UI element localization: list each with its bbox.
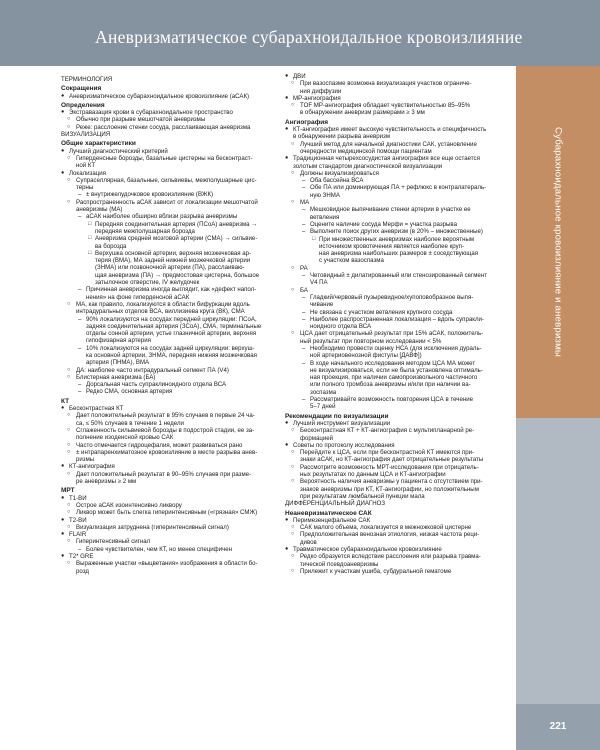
- list-item: нения» на фоне гиперденсной аСАК: [86, 293, 190, 301]
- page-title: Аневризматическое субарахноидальное кровоизлияние: [95, 27, 523, 47]
- list-item: ● T2* GRE: [61, 553, 287, 560]
- list-item: тической псевдоаневризмы: [300, 560, 379, 568]
- list-item: – Гладкий/червовый пузыревидное/хупоповобразное выпя-: [285, 294, 511, 301]
- list-item: – аСАК наиболее обширно вблизи разрыва аневризмы: [61, 213, 287, 220]
- list-item: интрадуральных отделов ВСА, виллизиева круга (ВК), СМА: [76, 308, 245, 316]
- list-item: ● КТ-ангиография имеет высокую чувствительность и специфичность: [285, 126, 511, 133]
- list-item: – Более чувствителен, чем КТ, но менее специфичен: [61, 546, 287, 553]
- list-item: ● Советы по протоколу исследования: [285, 442, 511, 449]
- list-item: – Оба бассейна ВСА: [285, 177, 511, 184]
- list-item: – Наиболее распространенная локализация – вдоль супракли-: [285, 316, 511, 323]
- list-item: ○ Рассмотрите возможность МРТ-исследования при отрицатель-: [285, 464, 511, 471]
- list-item: ную ЗНМА: [310, 191, 340, 199]
- list-item: ○ МА, как правило, локализуются в области бифуркации вдоль: [61, 301, 287, 308]
- subheading: Рекомендации по визуализации: [285, 412, 389, 420]
- list-item: при результатам люмбальной пункции мала: [300, 492, 425, 500]
- list-item: ○ Прилежит к участкам ушиба, субдуральной гематоме: [285, 568, 511, 575]
- list-item: – ± внутрижелудочковое кровоизлияние (ВЖК): [61, 191, 287, 198]
- list-item: ○ При вазоспазме возможна визуализация участков ограниче-: [285, 80, 511, 87]
- list-item: ○ Ликвор может быть слегка гиперинтенсивным («грязная» СМЖ): [61, 509, 287, 516]
- list-item: в обнаружении аневризм размерами ≥ 3 мм: [300, 109, 425, 117]
- list-item: ● МР-ангиография: [285, 95, 511, 102]
- list-item: ○ TOF МР-ангиография обладает чувствительностью 85–95%: [285, 102, 511, 109]
- list-item: ○ Визуализация затруднена (гиперинтенсивный сигнал): [61, 524, 287, 531]
- list-item: ○ ДА: наиболее часто интрадуральный сегмент ПА (V4): [61, 367, 287, 374]
- list-item: □ Аневризма средней мозговой артерии (СМА) → сильвие-: [61, 235, 287, 242]
- list-item: (ЗНМА) или позвоночной артерии (ПА), расслаиваю-: [95, 264, 245, 272]
- list-item: знаков аневризмы при КТ, КТ-ангиографии, но положительным: [300, 485, 479, 493]
- list-item: ка основной артерии, ЗНМА, передняя нижняя мозжечковая: [86, 351, 257, 359]
- list-item: ● КТ-ангиография: [61, 463, 287, 470]
- list-item: ноидного отдела ВСА: [310, 323, 372, 331]
- list-item: ● Экстравазация крови в субарахноидальное пространство: [61, 109, 287, 116]
- list-item: чивание: [310, 301, 334, 309]
- list-item: ● Традиционная четырехсосудистая ангиография все еще остается: [285, 155, 511, 162]
- subheading: КТ: [61, 397, 70, 405]
- right-text-column: [285, 73, 511, 575]
- list-item: ○ Реже: расслоение стенки сосуда, расслаивающая аневризма: [61, 124, 287, 131]
- list-item: ○ Дает положительный результат в 90–95% случаев при разме-: [61, 471, 287, 478]
- list-item: – Причинная аневризма иногда выглядит, как «дефект напол-: [61, 286, 287, 293]
- list-item: ○ Перейдите к ЦСА, если при бесконтрастной КТ имеются при-: [285, 449, 511, 456]
- subheading: Сокращения: [61, 85, 102, 93]
- subheading: Общие характеристики: [61, 140, 136, 148]
- list-item: – Рассматривайте возможность повторения ЦСА в течение: [285, 396, 511, 403]
- list-item: ○ БА: [285, 287, 511, 294]
- list-item: ○ РА: [285, 265, 511, 272]
- page-number: 221: [516, 704, 600, 750]
- list-item: – Редко СМА, основная артерия: [61, 388, 287, 395]
- list-item: ре аневризмы ≥ 2 мм: [76, 478, 137, 486]
- list-item: ● Перимезенцефальное САК: [285, 517, 511, 524]
- list-item: ветвления: [310, 213, 340, 221]
- list-item: ○ Дает положительный результат в 95% случаев в первые 24 ча-: [61, 412, 287, 419]
- list-item: ○ Супраселлярная, базальные, сильвиевы, межполушарные цис-: [61, 177, 287, 184]
- list-item: ○ Сглаженность сильвиевой борозды в подострой стадии, ее за-: [61, 427, 287, 434]
- list-item: ● Лучший инструмент визуализации: [285, 420, 511, 427]
- list-item: – 10% локализуются на сосудах задней циркуляции: верхуш-: [61, 345, 287, 352]
- list-item: не визуализироваться, если не была установлена оптималь-: [310, 366, 483, 374]
- list-item: – Оцените наличие сосуда Мерфи = участка разрыва: [285, 221, 511, 228]
- list-item: затылочное отверстие, IV желудочек: [95, 279, 200, 287]
- page-header: [0, 0, 600, 66]
- list-item: V4 ПА: [310, 279, 328, 287]
- list-item: розд: [76, 567, 89, 575]
- list-item: ○ Предположительная венозная этиология, низкая частота реци-: [285, 531, 511, 538]
- list-item: ● Бесконтрастная КТ: [61, 405, 287, 412]
- list-item: ная проекция, при наличии самопроизвольного частичного: [310, 374, 478, 382]
- list-item: ○ Вероятность наличия аневризмы у пациента с отсутствием при-: [285, 478, 511, 485]
- list-item: са, ≤ 50% случаев в течение 1 недели: [76, 419, 184, 427]
- list-item: ○ Бесконтрастная КТ + КТ-ангиография с мультипланарной ре-: [285, 427, 511, 434]
- list-item: ДИФФЕРЕНЦИАЛЬНЫЙ ДИАГНОЗ: [285, 500, 386, 508]
- list-item: гипофизарная артерия: [86, 337, 151, 345]
- list-item: ○ Обычно при разрыве мешотчатой аневризмы: [61, 116, 287, 123]
- list-item: ○ Блистерная аневризма (БА): [61, 374, 287, 381]
- list-item: ○ Лучший метод для начальной диагностики САК, установление: [285, 141, 511, 148]
- list-item: □ Передняя соединительная артерия (ПСоА) аневризма →: [61, 221, 287, 228]
- list-item: ● Травматическое субарахноидальное кровоизлияние: [285, 546, 511, 553]
- list-item: очередности медицинской помощи пациентам: [300, 147, 432, 155]
- list-item: ● Лучший диагностический критерий: [61, 148, 287, 155]
- list-item: ○ САК малого объема, локализуется в межножковой цистерне: [285, 524, 511, 531]
- list-item: ○ Гиперденсные борозды, базальные цистерны на бесконтраст-: [61, 155, 287, 162]
- list-item: терны: [76, 184, 94, 192]
- list-item: – В ходе начального исследования методом ЦСА МА может: [285, 360, 511, 367]
- list-item: ● FLAIR: [61, 531, 287, 538]
- list-item: – Мешковидное выпячивание стенки артерии в участке ее: [285, 206, 511, 213]
- list-item: ной артериовенозной фистулы [ДАВФ]): [310, 352, 422, 360]
- list-item: ВИЗУАЛИЗАЦИЯ: [61, 131, 111, 139]
- list-item: ○ Острое аСАК изоинтенсивно ликвору: [61, 502, 287, 509]
- list-item: – 90% локализуются на сосудах передней циркуляции: ПСоА,: [61, 316, 287, 323]
- list-item: ва борозда: [95, 242, 127, 250]
- list-item: ○ ± интрапаренхиматозное кровоизлияние в месте разрыва анев-: [61, 449, 287, 456]
- list-item: – Четовидный ± дилатированный или стенозированный сегмент: [285, 272, 511, 279]
- list-item: ния диффузии: [300, 87, 342, 95]
- list-item: ○ ЦСА дает отрицательный результат при 15% аСАК, положитель-: [285, 330, 511, 337]
- list-item: □ Верхушка основной артерии, верхняя мозжечковая ар-: [61, 250, 287, 257]
- list-item: ○ Распространенность аСАК зависит от локализации мешотчатой: [61, 199, 287, 206]
- list-item: – Не связана с участком ветвления крупного сосуда: [285, 309, 511, 316]
- chapter-tab-label: Субарахноидальное кровоизлияние и аневризмы: [552, 127, 564, 357]
- list-item: ● T1-ВИ: [61, 495, 287, 502]
- list-item: – Необходимо провести оценку НСА (для исключения дураль-: [285, 345, 511, 352]
- list-item: – Дорсальная часть супраклиноидного отдела ВСА: [61, 381, 287, 388]
- subheading: МРТ: [61, 487, 75, 495]
- list-item: – Обе ПА или доминирующая ПА + рефлюкс в контралатераль-: [285, 184, 511, 191]
- list-item: полнение изоденсной кровью САК: [76, 434, 174, 442]
- list-item: дивов: [300, 538, 317, 546]
- list-item: ● ДВИ: [285, 73, 511, 80]
- list-item: □ При множественных аневризмах наиболее вероятным: [285, 236, 511, 243]
- list-item: ризмы: [76, 456, 95, 464]
- list-item: ● Аневризматическое субарахноидальное кровоизлияние (аСАК): [61, 93, 287, 100]
- subheading: Определения: [61, 101, 105, 109]
- list-item: ○ Выраженные участки «выцветания» изображения в области бо-: [61, 560, 287, 567]
- list-item: или полного тромбоза аневризмы и/или при наличии ва-: [310, 381, 471, 389]
- list-item: 5–7 дней: [310, 403, 336, 411]
- list-item: передняя межполушарная борозда: [95, 227, 195, 235]
- left-text-column: [61, 76, 287, 575]
- list-item: зоспазма: [310, 388, 337, 396]
- list-item: в обнаружении разрыва аневризм: [293, 133, 391, 141]
- list-item: аневризмы (МА): [76, 206, 123, 214]
- list-item: отделы сонной артерии, устье глазничной артерии, верхняя: [86, 330, 257, 338]
- list-item: терия (ВМА), МА задней нижней мозжечковой артерии: [95, 257, 251, 265]
- list-item: с участком вазоспазма: [319, 257, 384, 265]
- subheading: Неаневризматическое САК: [285, 509, 372, 517]
- subheading: Ангиография: [285, 118, 329, 126]
- list-item: ная аневризма наибольших размеров ± соседствующая: [319, 250, 479, 258]
- list-item: ● Локализация: [61, 170, 287, 177]
- list-item: – Выполните поиск других аневризм (в 20% – множественные): [285, 228, 511, 235]
- list-item: артерия (ПНМА), ВМА: [86, 359, 150, 367]
- list-item: ной КТ: [76, 162, 96, 170]
- list-item: золотым стандартом диагностической визуализации: [293, 162, 443, 170]
- list-item: ный результат при повторном исследовании < 5%: [300, 337, 442, 345]
- list-item: формацией: [300, 434, 334, 442]
- list-item: щая аневризма (ПА) → предмостовая цистерна, большое: [95, 271, 260, 279]
- list-item: ○ МА: [285, 199, 511, 206]
- list-item: знаки аСАК, но КТ-ангиография дает отрицательные результаты: [300, 456, 484, 464]
- list-item: ○ Редко образуется вследствие расслоения или разрыва травма-: [285, 553, 511, 560]
- list-item: ○ Должны визуализироваться: [285, 170, 511, 177]
- list-item: ○ Гиперинтенсивный сигнал: [61, 538, 287, 545]
- list-item: ● T2-ВИ: [61, 517, 287, 524]
- list-item: задняя соединительная артерия (ЗСоА), СМА, терминальные: [86, 322, 262, 330]
- list-item: ных результатах по данным ЦСА и КТ-ангиографии: [300, 471, 446, 479]
- list-item: источником кровотечения является наиболее круп-: [319, 242, 464, 250]
- list-item: ТЕРМИНОЛОГИЯ: [61, 76, 113, 83]
- list-item: ○ Часто отмечается гидроцефалия, может развиваться рано: [61, 442, 287, 449]
